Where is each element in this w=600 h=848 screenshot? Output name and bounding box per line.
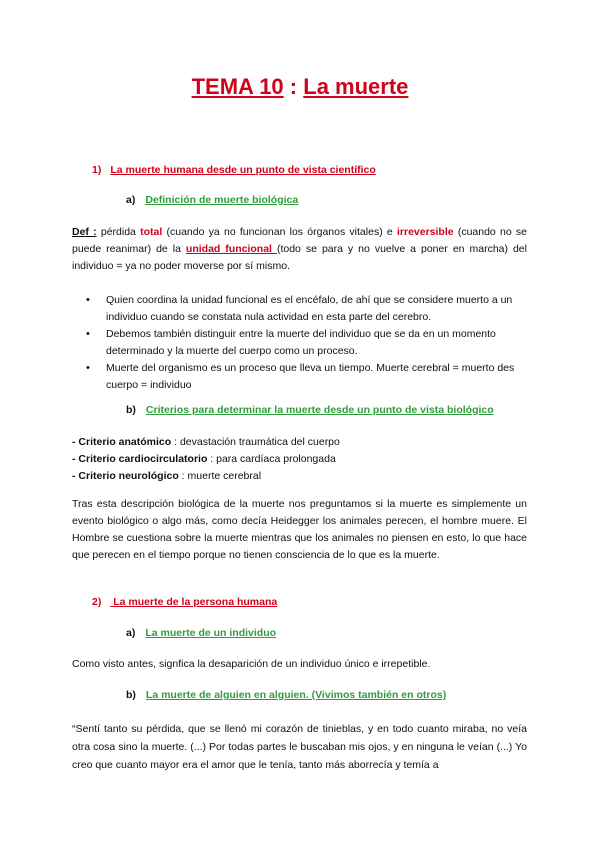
criterion-label: - Criterio cardiocirculatorio bbox=[72, 453, 208, 465]
criterion-label: - Criterio neurológico bbox=[72, 470, 179, 482]
def-word-unidad-funcional: unidad funcional bbox=[185, 243, 277, 255]
bullet-text: Quien coordina la unidad funcional es el encéfalo, de ahí que se considere muerto a un individuo cuando se constata nula actividad en esta parte del cerebro. bbox=[106, 294, 513, 323]
bullet-item bbox=[86, 326, 532, 360]
bullet-dot-icon: • bbox=[86, 362, 90, 374]
bullet-text: Debemos también distinguir entre la muerte del individuo que se da en un momento determinado y la muerte del cuerpo como un proceso. bbox=[106, 328, 496, 357]
criterion-value: : para cardíaca prolongada bbox=[207, 453, 336, 465]
title-separator: : bbox=[289, 74, 298, 99]
def-text-2: (cuando ya no funcionan los órganos vitales) e bbox=[162, 226, 397, 238]
title-sub: La muerte bbox=[303, 74, 409, 99]
def-label: Def : bbox=[72, 226, 97, 238]
individual-paragraph: Como visto antes, signfica la desaparición de un individuo único e irrepetible. bbox=[72, 658, 431, 670]
def-text-3: (cuando no se puede reanimar) de la bbox=[72, 226, 527, 255]
bullet-item bbox=[86, 292, 532, 326]
reflection-paragraph: Tras esta descripción biológica de la muerte nos preguntamos si la muerte es simplemente un evento biológico o algo más, como decía Heidegger los animales perecen, el hombre muere. El Hombre se cuestiona sobre la muerte mientras que los animales no piensen en esto, lo que hace que perecen en el tiempo porque no tienen consciencia de lo que es la muerte. bbox=[72, 498, 527, 561]
subsection-2a-heading bbox=[126, 627, 276, 639]
subsection-2b-title: La muerte de alguien en alguien. (Vivimos también en otros) bbox=[145, 689, 447, 701]
subsection-2a-number: a) bbox=[126, 627, 136, 639]
def-text-4: (todo se para y no vuelve a poner en marcha) del individuo = ya no poder moverse por sí mismo. bbox=[72, 243, 527, 272]
bullet-dot-icon: • bbox=[86, 294, 90, 306]
criterion-value: : devastación traumática del cuerpo bbox=[171, 436, 340, 448]
criterion-anatomico bbox=[72, 436, 340, 448]
section-1-number: 1) bbox=[92, 164, 102, 176]
subsection-1b-title: Criterios para determinar la muerte desde un punto de vista biológico bbox=[145, 404, 494, 416]
definition-paragraph bbox=[72, 224, 527, 275]
subsection-1a-title: Definición de muerte biológica bbox=[145, 194, 299, 206]
subsection-1b-number: b) bbox=[126, 404, 136, 416]
criterion-value: : muerte cerebral bbox=[178, 470, 262, 482]
title-main: TEMA 10 bbox=[191, 74, 284, 99]
section-2-title: La muerte de la persona humana bbox=[110, 596, 278, 608]
def-word-total: total bbox=[140, 226, 163, 238]
bullet-item bbox=[86, 360, 532, 394]
page-title bbox=[0, 74, 600, 100]
section-2-number: 2) bbox=[92, 596, 102, 608]
criterion-neurologico bbox=[72, 470, 261, 482]
def-text-1: pérdida bbox=[96, 226, 141, 238]
criterion-cardiocirculatorio bbox=[72, 453, 336, 465]
subsection-1b-heading bbox=[126, 404, 494, 416]
def-word-irreversible: irreversible bbox=[396, 226, 454, 238]
section-1-title: La muerte humana desde un punto de vista científico bbox=[110, 164, 376, 176]
subsection-2a-title: La muerte de un individuo bbox=[145, 627, 277, 639]
subsection-2b-number: b) bbox=[126, 689, 136, 701]
subsection-2b-heading bbox=[126, 689, 446, 701]
subsection-1a-number: a) bbox=[126, 194, 136, 206]
bullet-dot-icon: • bbox=[86, 328, 90, 340]
criterion-label: - Criterio anatómico bbox=[72, 436, 172, 448]
subsection-1a-heading bbox=[126, 194, 298, 206]
section-2-heading bbox=[92, 596, 277, 608]
bullet-list bbox=[86, 292, 532, 394]
quote-paragraph: “Sentí tanto su pérdida, que se llenó mi corazón de tinieblas, y en todo cuanto miraba, no veía otra cosa sino la muerte. (...) Por todas partes le buscaban mis ojos, y en ninguna le veían (...) Yo creo que cuanto mayor era el amor que le tenía, tanto más aborrecía y temía a bbox=[72, 723, 527, 771]
bullet-text: Muerte del organismo es un proceso que lleva un tiempo. Muerte cerebral = muerto des cuerpo = individuo bbox=[106, 362, 515, 391]
section-1-heading bbox=[92, 164, 376, 176]
